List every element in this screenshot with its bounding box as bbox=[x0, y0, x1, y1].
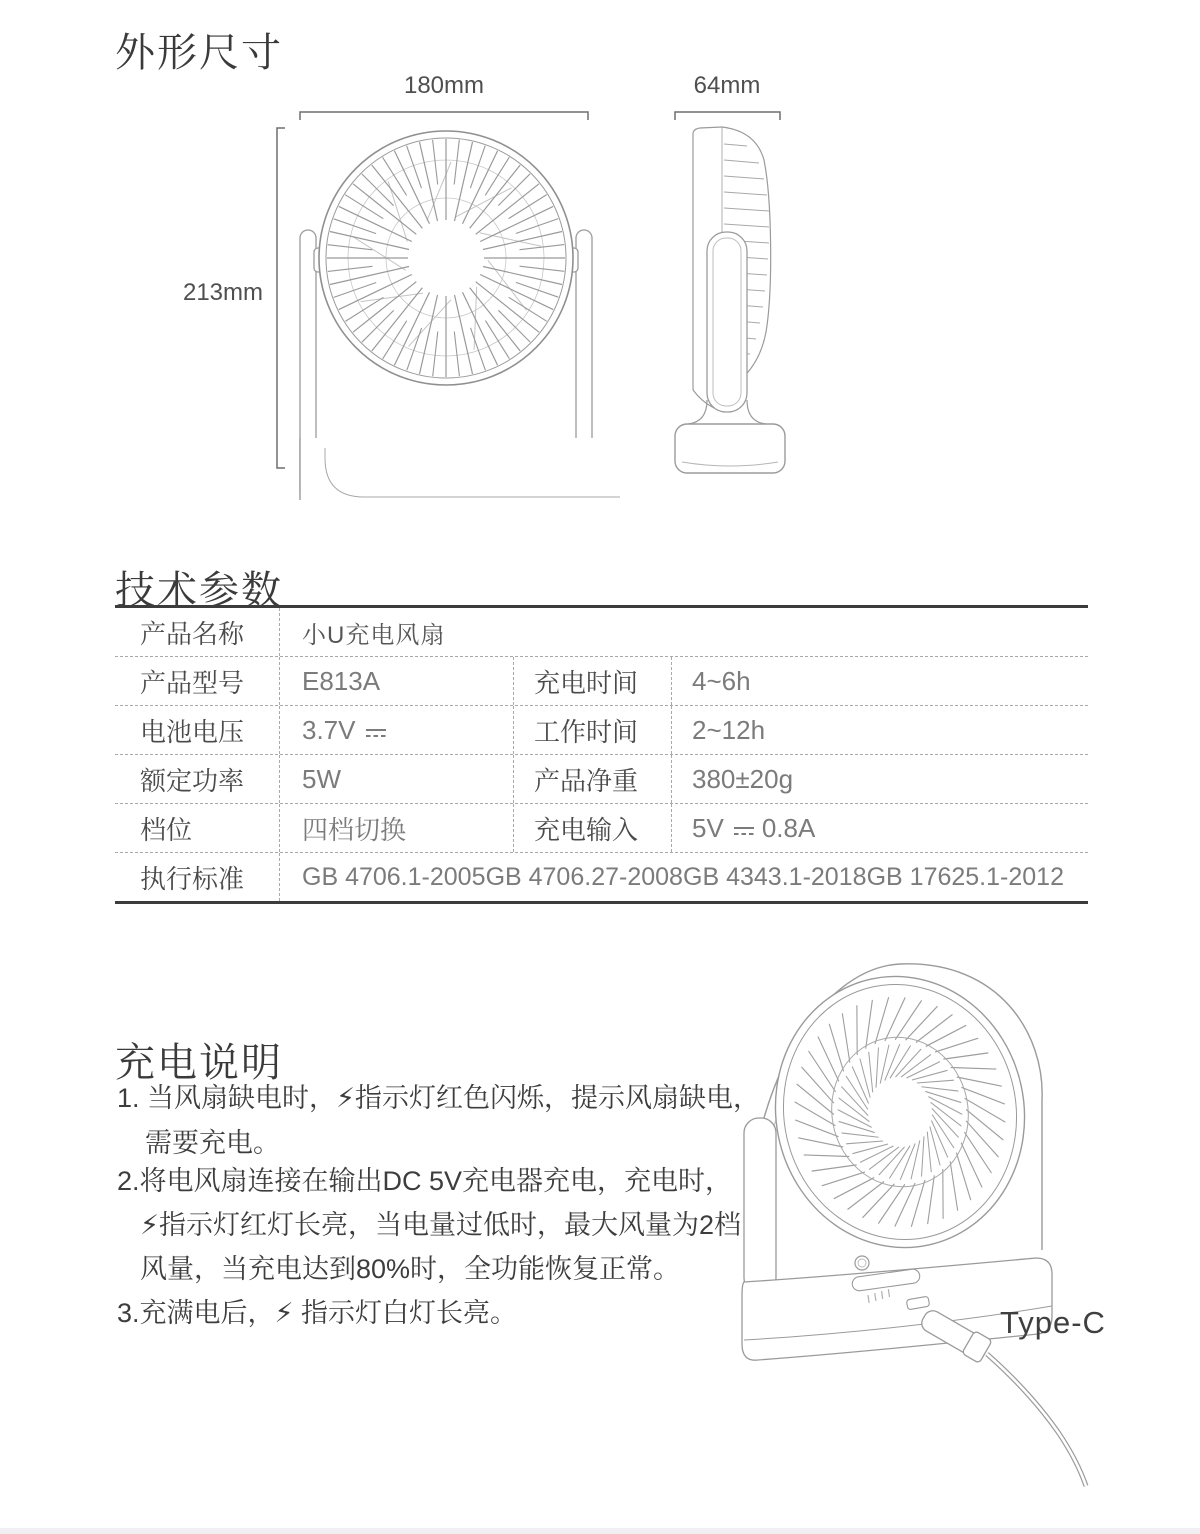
standard-item: GB 4706.1-2005 bbox=[302, 862, 486, 891]
side-width-dimension-label: 64mm bbox=[693, 72, 761, 99]
spec-value bbox=[280, 706, 514, 754]
dimension-line bbox=[675, 112, 780, 120]
instruction-line: ⚡指示灯红灯长亮，当电量过低时，最大风量为2档 bbox=[140, 1210, 741, 1240]
spec-label: 产品型号 bbox=[115, 657, 280, 705]
spec-row bbox=[115, 853, 1088, 901]
spec-row bbox=[115, 804, 1088, 853]
spec-row bbox=[115, 608, 1088, 657]
spec-value: 380±20g bbox=[692, 763, 794, 794]
stand-arm bbox=[744, 1118, 776, 1293]
charging-section-title: 充电说明 bbox=[115, 1040, 283, 1085]
spec-label: 产品净重 bbox=[514, 755, 672, 803]
instruction-line: 需要充电。 bbox=[145, 1128, 280, 1158]
spec-label: 产品名称 bbox=[115, 608, 280, 656]
fan-front-view-drawing bbox=[150, 60, 620, 500]
type-c-label: Type-C bbox=[1000, 1305, 1106, 1340]
standard-item: GB 17625.1-2012 bbox=[866, 862, 1064, 891]
spec-label: 充电时间 bbox=[514, 657, 672, 705]
spec-value: E813A bbox=[280, 657, 514, 705]
spec-value: 小U充电风扇 bbox=[302, 621, 446, 649]
instruction-line: 风量，当充电达到80%时，全功能恢复正常。 bbox=[140, 1254, 681, 1284]
spec-row bbox=[115, 706, 1088, 755]
spec-standards bbox=[280, 853, 1088, 901]
dc-symbol-icon bbox=[732, 823, 756, 839]
spec-value-text: 3.7V bbox=[302, 714, 356, 745]
spec-label: 档位 bbox=[115, 804, 280, 852]
instruction-line: 1. 当风扇缺电时，⚡指示灯红色闪烁，提示风扇缺电， bbox=[117, 1083, 760, 1113]
spec-row bbox=[115, 755, 1088, 804]
spec-value: 5W bbox=[280, 755, 514, 803]
power-button bbox=[855, 1256, 869, 1270]
fan-base bbox=[300, 438, 620, 500]
spec-table bbox=[115, 605, 1088, 904]
fan-side-view-drawing bbox=[640, 60, 820, 500]
dc-symbol-icon bbox=[364, 725, 388, 741]
specs-section-title: 技术参数 bbox=[115, 568, 283, 613]
spec-label: 电池电压 bbox=[115, 706, 280, 754]
front-height-dimension-label: 213mm bbox=[182, 279, 263, 306]
spec-label: 充电输入 bbox=[514, 804, 672, 852]
instruction-line: 3.充满电后，⚡ 指示灯白灯长亮。 bbox=[117, 1298, 517, 1328]
spec-label: 执行标准 bbox=[115, 853, 280, 901]
standard-item: GB 4706.27-2008 bbox=[485, 862, 683, 891]
dimensions-section-title: 外形尺寸 bbox=[115, 30, 283, 75]
front-width-dimension-label: 180mm bbox=[403, 72, 485, 99]
charging-cable bbox=[987, 1354, 1086, 1486]
spec-value-text: 5V bbox=[692, 812, 724, 843]
spec-value: 4~6h bbox=[692, 665, 751, 696]
spec-label: 工作时间 bbox=[514, 706, 672, 754]
spec-value: 2~12h bbox=[692, 714, 766, 745]
standard-item: GB 4343.1-2018 bbox=[683, 862, 867, 891]
footer-strip bbox=[0, 1528, 1200, 1534]
instruction-line: 2.将电风扇连接在输出DC 5V充电器充电，充电时， bbox=[117, 1166, 733, 1196]
spec-value-text: 0.8A bbox=[761, 812, 816, 843]
spec-value: 四档切换 bbox=[280, 804, 514, 852]
spec-row bbox=[115, 657, 1088, 706]
spec-label: 额定功率 bbox=[115, 755, 280, 803]
fan-perspective-drawing bbox=[700, 940, 1180, 1534]
side-stand bbox=[675, 232, 785, 473]
spec-value bbox=[672, 804, 1088, 852]
